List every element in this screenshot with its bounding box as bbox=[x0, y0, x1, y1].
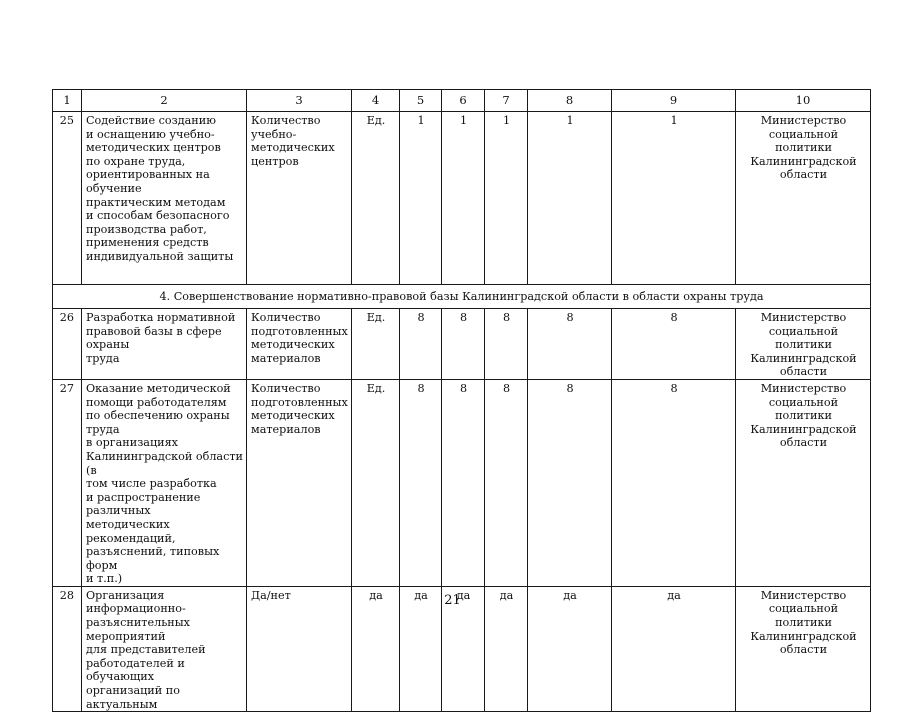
indicator-cell: Да/нет bbox=[247, 586, 352, 711]
section-heading: 4. Совершенствование нормативно-правовой базы Калининградской области в области охраны труда bbox=[53, 285, 871, 309]
section-heading-row bbox=[53, 285, 871, 309]
indicator-cell: Количество учебно- методических центров bbox=[247, 112, 352, 285]
value-cell-8: 1 bbox=[528, 112, 612, 285]
program-table bbox=[52, 89, 871, 712]
header-cell-9: 9 bbox=[612, 90, 736, 112]
value-cell-9: 1 bbox=[612, 112, 736, 285]
value-cell-9: 8 bbox=[612, 379, 736, 586]
header-cell-7: 7 bbox=[485, 90, 528, 112]
unit-cell: да bbox=[352, 586, 400, 711]
header-cell-4: 4 bbox=[352, 90, 400, 112]
table-row-27 bbox=[53, 379, 871, 586]
value-cell-5: 8 bbox=[400, 309, 442, 380]
activity-cell: Содействие созданию и оснащению учебно- методических центров по охране труда, ориентированных на обучение практическим методам и способам безопасного производства работ, применения средств индивидуальной защиты bbox=[82, 112, 247, 285]
table-row-25 bbox=[53, 112, 871, 285]
value-cell-6: 8 bbox=[442, 379, 485, 586]
header-cell-3: 3 bbox=[247, 90, 352, 112]
unit-cell: Ед. bbox=[352, 379, 400, 586]
responsible-cell: Министерство социальной политики Калининградской области bbox=[736, 379, 871, 586]
value-cell-8: да bbox=[528, 586, 612, 711]
value-cell-6: 1 bbox=[442, 112, 485, 285]
unit-cell: Ед. bbox=[352, 309, 400, 380]
value-cell-5: 8 bbox=[400, 379, 442, 586]
activity-cell: Оказание методической помощи работодателям по обеспечению охраны труда в организациях Калининградской области (в том числе разработка и распространение различных методических рекомендаций, разъяснений, типовых форм и т.п.) bbox=[82, 379, 247, 586]
page-number: 21 bbox=[444, 593, 461, 608]
activity-cell: Разработка нормативной правовой базы в сфере охраны труда bbox=[82, 309, 247, 380]
value-cell-8: 8 bbox=[528, 309, 612, 380]
header-cell-6: 6 bbox=[442, 90, 485, 112]
table-row-26 bbox=[53, 309, 871, 380]
value-cell-8: 8 bbox=[528, 379, 612, 586]
value-cell-6: да bbox=[442, 586, 485, 711]
activity-cell: Организация информационно- разъяснительных мероприятий для представителей работодателей и обучающих организаций по актуальным bbox=[82, 586, 247, 711]
header-row bbox=[53, 90, 871, 112]
value-cell-9: да bbox=[612, 586, 736, 711]
header-cell-1: 1 bbox=[53, 90, 82, 112]
value-cell-5: да bbox=[400, 586, 442, 711]
header-cell-5: 5 bbox=[400, 90, 442, 112]
value-cell-6: 8 bbox=[442, 309, 485, 380]
header-cell-8: 8 bbox=[528, 90, 612, 112]
indicator-cell: Количество подготовленных методических материалов bbox=[247, 309, 352, 380]
value-cell-9: 8 bbox=[612, 309, 736, 380]
value-cell-5: 1 bbox=[400, 112, 442, 285]
header-cell-2: 2 bbox=[82, 90, 247, 112]
row-number: 28 bbox=[53, 586, 82, 711]
indicator-cell: Количество подготовленных методических материалов bbox=[247, 379, 352, 586]
value-cell-7: 8 bbox=[485, 379, 528, 586]
value-cell-7: 8 bbox=[485, 309, 528, 380]
value-cell-7: да bbox=[485, 586, 528, 711]
unit-cell: Ед. bbox=[352, 112, 400, 285]
row-number: 26 bbox=[53, 309, 82, 380]
responsible-cell: Министерство социальной политики Калининградской области bbox=[736, 309, 871, 380]
value-cell-7: 1 bbox=[485, 112, 528, 285]
responsible-cell: Министерство социальной политики Калининградской области bbox=[736, 586, 871, 711]
responsible-cell: Министерство социальной политики Калининградской области bbox=[736, 112, 871, 285]
header-cell-10: 10 bbox=[736, 90, 871, 112]
row-number: 27 bbox=[53, 379, 82, 586]
row-number: 25 bbox=[53, 112, 82, 285]
